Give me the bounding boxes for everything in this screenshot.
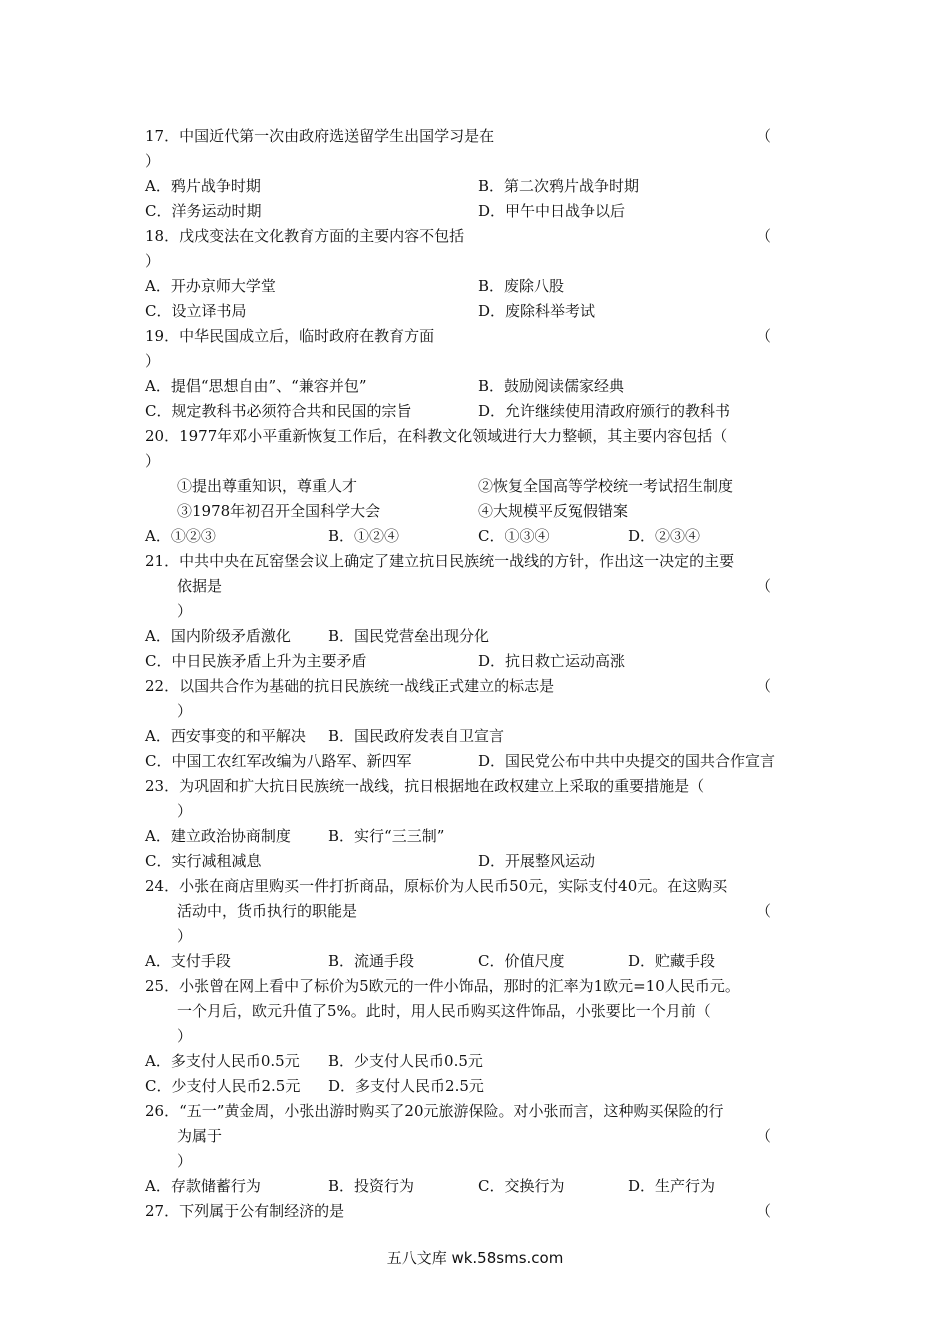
option-d: D．甲午中日战争以后 [478, 202, 626, 220]
answer-paren-close: ） [177, 927, 193, 945]
option-a: A．多支付人民币0.5元 [145, 1052, 300, 1070]
answer-paren-open: （ [756, 902, 772, 920]
option-c: C．少支付人民币2.5元 [145, 1077, 301, 1095]
option-a: A．开办京师大学堂 [145, 277, 276, 295]
option-a: A．支付手段 [145, 952, 231, 970]
option-a: A．①②③ [145, 527, 216, 545]
option-b: B．实行“三三制” [328, 827, 445, 845]
option-d: D．多支付人民币2.5元 [328, 1077, 484, 1095]
answer-paren-open: （ [756, 577, 772, 595]
option-c: C．实行减租减息 [145, 852, 262, 870]
question-27-stem: 27．下列属于公有制经济的是 [145, 1202, 345, 1220]
option-a: A．存款储蓄行为 [145, 1177, 261, 1195]
statement-3: ③1978年初召开全国科学大会 [177, 502, 381, 520]
question-19-stem: 19．中华民国成立后，临时政府在教育方面 [145, 327, 435, 345]
question-21-stem: 21．中共中央在瓦窑堡会议上确定了建立抗日民族统一战线的方针，作出这一决定的主要 [145, 552, 735, 570]
option-a: A．西安事变的和平解决 [145, 727, 306, 745]
question-26-stem: 26．“五一”黄金周，小张出游时购买了20元旅游保险。对小张而言，这种购买保险的行 [145, 1102, 724, 1120]
question-25-stem-cont: 一个月后，欧元升值了5%。此时，用人民币购买这件饰品，小张要比一个月前（ [177, 1002, 711, 1020]
option-b: B．鼓励阅读儒家经典 [478, 377, 625, 395]
option-b: B．废除八股 [478, 277, 565, 295]
question-22-stem: 22．以国共合作为基础的抗日民族统一战线正式建立的标志是 [145, 677, 555, 695]
answer-paren-open: （ [756, 327, 772, 345]
answer-paren-close: ） [145, 352, 161, 370]
option-b: B．第二次鸦片战争时期 [478, 177, 640, 195]
option-c: C．交换行为 [478, 1177, 565, 1195]
option-a: A．国内阶级矛盾激化 [145, 627, 291, 645]
footer-watermark: 五八文库 wk.58sms.com [386, 1249, 564, 1267]
answer-paren-close: ） [177, 1152, 193, 1170]
option-c: C．洋务运动时期 [145, 202, 262, 220]
question-24-stem-cont: 活动中，货币执行的职能是 [177, 902, 358, 920]
option-d: D．允许继续使用清政府颁行的教科书 [478, 402, 731, 420]
question-26-stem-cont: 为属于 [177, 1127, 223, 1145]
answer-paren-close: ） [177, 702, 193, 720]
option-c: C．中日民族矛盾上升为主要矛盾 [145, 652, 367, 670]
option-d: D．抗日救亡运动高涨 [478, 652, 626, 670]
option-d: D．开展整风运动 [478, 852, 596, 870]
option-a: A．提倡“思想自由”、“兼容并包” [145, 377, 367, 395]
statement-2: ②恢复全国高等学校统一考试招生制度 [478, 477, 734, 495]
option-c: C．设立译书局 [145, 302, 247, 320]
option-d: D．废除科举考试 [478, 302, 596, 320]
answer-paren-close: ） [145, 252, 161, 270]
answer-paren-close: ） [145, 452, 161, 470]
option-b: B．国民政府发表自卫宣言 [328, 727, 505, 745]
question-25-stem: 25．小张曾在网上看中了标价为5欧元的一件小饰品，那时的汇率为1欧元=10人民币元。 [145, 977, 740, 995]
option-c: C．规定教科书必须符合共和民国的宗旨 [145, 402, 412, 420]
answer-paren-open: （ [756, 677, 772, 695]
answer-paren-close: ） [145, 152, 161, 170]
option-b: B．国民党营垒出现分化 [328, 627, 490, 645]
option-b: B．①②④ [328, 527, 400, 545]
answer-paren-open: （ [756, 227, 772, 245]
option-d: D．贮藏手段 [628, 952, 716, 970]
question-20-stem: 20．1977年邓小平重新恢复工作后，在科教文化领域进行大力整顿，其主要内容包括（ [145, 427, 728, 445]
question-18-stem: 18．戊戌变法在文化教育方面的主要内容不包括 [145, 227, 465, 245]
option-a: A．建立政治协商制度 [145, 827, 291, 845]
option-c: C．价值尺度 [478, 952, 565, 970]
question-21-stem-cont: 依据是 [177, 577, 223, 595]
option-c: C．①③④ [478, 527, 550, 545]
option-c: C．中国工农红军改编为八路军、新四军 [145, 752, 412, 770]
statement-1: ①提出尊重知识，尊重人才 [177, 477, 358, 495]
answer-paren-open: （ [756, 1202, 772, 1220]
option-d: D．②③④ [628, 527, 701, 545]
answer-paren-open: （ [756, 127, 772, 145]
question-24-stem: 24．小张在商店里购买一件打折商品，原标价为人民币50元，实际支付40元。在这购买 [145, 877, 728, 895]
question-23-stem: 23．为巩固和扩大抗日民族统一战线，抗日根据地在政权建立上采取的重要措施是（ [145, 777, 705, 795]
answer-paren-close: ） [177, 802, 193, 820]
option-b: B．投资行为 [328, 1177, 415, 1195]
statement-4: ④大规模平反冤假错案 [478, 502, 629, 520]
option-d: D．生产行为 [628, 1177, 716, 1195]
option-b: B．流通手段 [328, 952, 415, 970]
question-17-stem: 17．中国近代第一次由政府选送留学生出国学习是在 [145, 127, 495, 145]
option-b: B．少支付人民币0.5元 [328, 1052, 483, 1070]
option-a: A．鸦片战争时期 [145, 177, 261, 195]
answer-paren-close: ） [177, 1027, 193, 1045]
answer-paren-close: ） [177, 602, 193, 620]
answer-paren-open: （ [756, 1127, 772, 1145]
option-d: D．国民党公布中共中央提交的国共合作宣言 [478, 752, 776, 770]
